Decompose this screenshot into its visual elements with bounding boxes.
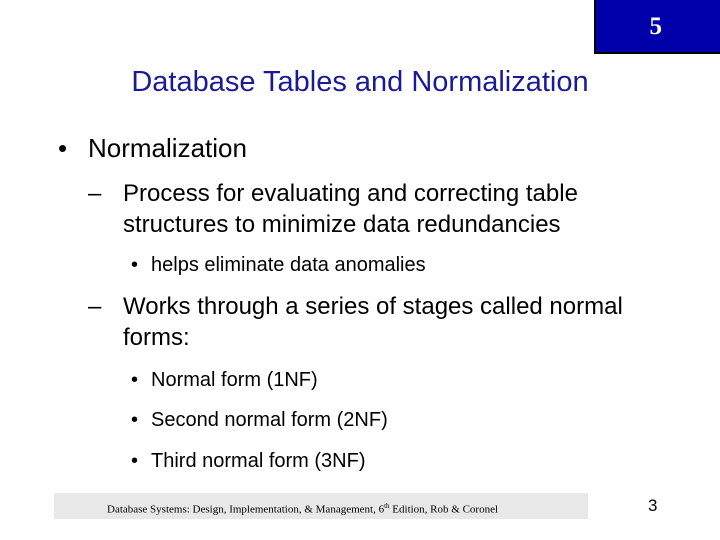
sub-bullet-text: Process for evaluating and correcting table structures to minimize data redundancies — [123, 180, 578, 238]
bullet-marker: • — [131, 450, 139, 472]
chapter-number-box — [594, 0, 720, 54]
sub-sub-bullet-text: Second normal form (2NF) — [151, 409, 388, 431]
dash-marker: – — [88, 180, 102, 207]
sub-sub-bullet-anomalies — [131, 254, 426, 277]
sub-sub-bullet-text: helps eliminate data anomalies — [151, 254, 426, 276]
sub-sub-bullet-text: Normal form (1NF) — [151, 369, 318, 391]
bullet-normalization — [58, 133, 247, 164]
dash-marker: – — [88, 293, 102, 320]
bullet-marker: • — [131, 409, 139, 431]
sub-sub-bullet-text: Third normal form (3NF) — [151, 450, 366, 472]
slide-title: Database Tables and Normalization — [131, 66, 589, 98]
bullet-marker: • — [131, 369, 139, 391]
footer-text-main: Database Systems: Design, Implementation, & Management, 6 — [107, 503, 385, 516]
bullet-marker: • — [58, 133, 68, 163]
sub-sub-bullet-2nf — [131, 409, 388, 432]
chapter-number: 5 — [649, 13, 662, 40]
sub-bullet-process — [88, 178, 688, 240]
page-number: 3 — [648, 496, 658, 515]
footer-citation — [107, 502, 498, 516]
sub-bullet-text: Works through a series of stages called normal forms: — [123, 293, 623, 351]
sub-bullet-stages — [88, 291, 688, 353]
footer-text-end: Edition, Rob & Coronel — [389, 503, 499, 516]
sub-sub-bullet-3nf — [131, 450, 365, 473]
bullet-marker: • — [131, 254, 139, 276]
sub-sub-bullet-1nf — [131, 369, 318, 392]
footer-ordinal-suffix: th — [384, 502, 390, 510]
bullet-text: Normalization — [88, 133, 247, 163]
